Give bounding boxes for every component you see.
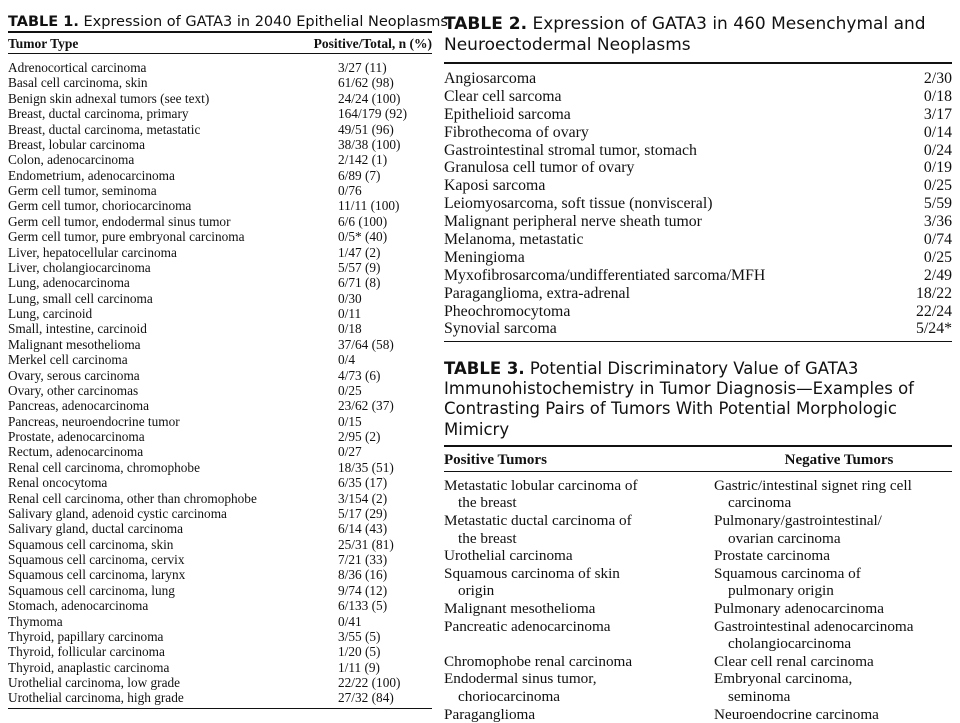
positive-total-cell: 37/64 (58): [338, 336, 394, 352]
table-3-title: [444, 359, 952, 440]
table-row: [8, 383, 432, 398]
positive-tumor-text: Chromophobe renal carcinoma: [444, 652, 633, 670]
positive-tumor-text: Pancreatic adenocarcinoma: [444, 617, 611, 635]
table-row: [444, 159, 952, 177]
table-2-top-rule: [444, 62, 952, 64]
table-row: [8, 352, 432, 367]
negative-tumor-text: seminoma: [728, 687, 791, 705]
positive-tumor-cell: [444, 477, 714, 512]
table-3-label: TABLE 3.: [444, 359, 525, 378]
table-row: [8, 429, 432, 444]
tumor-type-cell: Liver, hepatocellular carcinoma: [8, 244, 177, 260]
table-row: [444, 142, 952, 160]
positive-total-cell: 6/35 (17): [338, 475, 388, 491]
tumor-type-cell: Squamous cell carcinoma, cervix: [8, 552, 185, 567]
tumor-type-cell: Myxofibrosarcoma/undifferentiated sarcoma/MFH: [444, 266, 766, 284]
tumor-type-cell: Leiomyosarcoma, soft tissue (nonvisceral): [444, 195, 713, 213]
table-row: [8, 122, 432, 137]
positive-total-cell: 0/15: [338, 413, 362, 429]
table-row: [444, 547, 952, 565]
tumor-type-cell: Squamous cell carcinoma, lung: [8, 582, 175, 598]
table-row: [8, 229, 432, 244]
positive-total-cell: 2/49: [923, 266, 952, 284]
tumor-type-cell: Pancreas, neuroendocrine tumor: [8, 413, 180, 429]
negative-tumor-text: Embryonal carcinoma,: [714, 670, 853, 688]
table-3-top-rule: [444, 445, 952, 447]
table-1-title: [8, 0, 448, 31]
positive-total-cell: 25/31 (81): [338, 536, 394, 552]
table-row: [8, 644, 432, 659]
negative-tumor-cell: [714, 600, 952, 618]
positive-total-cell: 0/76: [338, 183, 362, 198]
tumor-type-cell: Gastrointestinal stromal tumor, stomach: [444, 141, 697, 159]
table-1-col-positive: Positive/Total, n (%): [313, 36, 432, 51]
table-row: [8, 598, 432, 613]
table-row: [8, 137, 432, 152]
tumor-type-cell: Malignant peripheral nerve sheath tumor: [444, 213, 702, 231]
table-2-bottom-rule: [444, 341, 952, 342]
table-row: [444, 670, 952, 705]
table-row: [8, 368, 432, 383]
table-row: [8, 567, 432, 582]
table-row: [8, 337, 432, 352]
table-3-header: [444, 449, 952, 471]
tumor-type-cell: Clear cell sarcoma: [444, 87, 562, 105]
tumor-type-cell: Renal oncocytoma: [8, 475, 108, 491]
positive-total-cell: 9/74 (12): [338, 582, 388, 598]
positive-total-cell: 6/133 (5): [338, 598, 388, 614]
tumor-type-cell: Ovary, other carcinomas: [8, 382, 139, 398]
negative-tumor-text: Clear cell renal carcinoma: [714, 652, 874, 670]
tumor-type-cell: Breast, lobular carcinoma: [8, 136, 145, 152]
negative-tumor-cell: [714, 512, 952, 547]
tumor-type-cell: Fibrothecoma of ovary: [444, 123, 589, 141]
positive-total-cell: 23/62 (37): [338, 398, 394, 414]
positive-tumor-cell: [444, 670, 714, 705]
negative-tumor-text: Pulmonary adenocarcinoma: [714, 599, 884, 617]
table-1: [8, 0, 448, 709]
positive-total-cell: 1/47 (2): [338, 244, 381, 260]
positive-total-cell: 5/17 (29): [338, 505, 388, 521]
positive-total-cell: 6/14 (43): [338, 521, 388, 537]
tumor-type-cell: Squamous cell carcinoma, larynx: [8, 567, 186, 583]
tumor-type-cell: Ovary, serous carcinoma: [8, 367, 140, 383]
positive-tumor-text: Metastatic lobular carcinoma of: [444, 476, 638, 494]
positive-total-cell: 0/25: [923, 248, 952, 266]
table-row: [444, 70, 952, 88]
table-1-label: TABLE 1.: [8, 14, 79, 30]
tumor-type-cell: Thyroid, follicular carcinoma: [8, 644, 165, 660]
table-3-caption-line4: Mimicry: [444, 419, 510, 439]
positive-total-cell: 38/38 (100): [338, 136, 401, 152]
tumor-type-cell: Lung, carcinoid: [8, 306, 93, 321]
positive-total-cell: 5/24*: [916, 320, 952, 338]
positive-total-cell: 164/179 (92): [338, 106, 408, 122]
positive-tumor-text: origin: [458, 582, 495, 600]
table-row: [8, 414, 432, 429]
tumor-type-cell: Small, intestine, carcinoid: [8, 321, 147, 337]
table-row: [8, 398, 432, 413]
tumor-type-cell: Colon, adenocarcinoma: [8, 152, 135, 168]
table-row: [8, 168, 432, 183]
table-3: [444, 359, 952, 723]
tumor-type-cell: Salivary gland, ductal carcinoma: [8, 521, 184, 537]
table-row: [444, 213, 952, 231]
positive-total-cell: 3/55 (5): [338, 628, 381, 644]
table-row: [8, 60, 432, 75]
positive-tumor-cell: [444, 653, 714, 671]
positive-tumor-cell: [444, 512, 714, 547]
tumor-type-cell: Rectum, adenocarcinoma: [8, 444, 144, 460]
table-row: [444, 600, 952, 618]
positive-total-cell: 6/71 (8): [338, 275, 381, 291]
positive-tumor-text: Urothelial carcinoma: [444, 547, 573, 565]
table-row: [8, 321, 432, 336]
positive-total-cell: 2/142 (1): [338, 152, 388, 168]
positive-tumor-cell: [444, 618, 714, 653]
positive-tumor-cell: [444, 600, 714, 618]
tumor-type-cell: Paraganglioma, extra-adrenal: [444, 284, 630, 302]
table-3-caption-line2: Immunohistochemistry in Tumor Diagnosis—Examples of: [444, 379, 914, 399]
tumor-type-cell: Granulosa cell tumor of ovary: [444, 159, 635, 177]
tumor-type-cell: Renal cell carcinoma, chromophobe: [8, 459, 200, 475]
positive-total-cell: 1/20 (5): [338, 644, 381, 660]
tumor-type-cell: Prostate, adenocarcinoma: [8, 429, 145, 444]
table-row: [444, 706, 952, 723]
tumor-type-cell: Salivary gland, adenoid cystic carcinoma: [8, 505, 227, 521]
positive-total-cell: 22/22 (100): [338, 675, 401, 690]
table-row: [8, 475, 432, 490]
tumor-type-cell: Pancreas, adenocarcinoma: [8, 398, 150, 414]
negative-tumor-cell: [714, 706, 952, 723]
table-2: [444, 14, 952, 342]
table-row: [8, 521, 432, 536]
positive-total-cell: 3/36: [923, 213, 952, 231]
table-row: [8, 275, 432, 290]
table-row: [444, 512, 952, 547]
tumor-type-cell: Malignant mesothelioma: [8, 336, 141, 352]
positive-total-cell: 5/57 (9): [338, 259, 381, 275]
positive-total-cell: 2/95 (2): [338, 429, 381, 444]
table-row: [8, 675, 432, 690]
tumor-type-cell: Adrenocortical carcinoma: [8, 60, 147, 75]
positive-total-cell: 0/14: [923, 123, 952, 141]
positive-total-cell: 22/24: [916, 302, 952, 320]
positive-tumor-text: the breast: [458, 529, 517, 547]
negative-tumor-cell: [714, 547, 952, 565]
table-3-body: [444, 477, 952, 723]
negative-tumor-cell: [714, 565, 952, 600]
table-row: [444, 106, 952, 124]
negative-tumor-text: ovarian carcinoma: [728, 529, 841, 547]
tumor-type-cell: Breast, ductal carcinoma, primary: [8, 106, 189, 122]
table-row: [8, 660, 432, 675]
positive-total-cell: 18/35 (51): [338, 459, 394, 475]
positive-total-cell: 0/18: [923, 87, 952, 105]
table-3-caption-line3: Contrasting Pairs of Tumors With Potential Morphologic: [444, 399, 897, 419]
positive-total-cell: 8/36 (16): [338, 567, 388, 583]
table-row: [444, 285, 952, 303]
positive-tumor-text: Paraganglioma: [444, 705, 536, 723]
table-row: [444, 195, 952, 213]
table-row: [8, 583, 432, 598]
positive-tumor-cell: [444, 706, 714, 723]
positive-total-cell: 0/25: [338, 382, 362, 398]
table-3-caption-line1: Potential Discriminatory Value of GATA3: [529, 359, 859, 378]
table-row: [8, 690, 432, 705]
table-row: [8, 506, 432, 521]
tumor-type-cell: Pheochromocytoma: [444, 302, 571, 320]
table-1-bottom-rule: [8, 708, 432, 709]
table-row: [444, 565, 952, 600]
table-row: [444, 477, 952, 512]
table-row: [8, 152, 432, 167]
table-1-header: [8, 35, 432, 53]
positive-total-cell: 49/51 (96): [338, 121, 394, 137]
positive-total-cell: 0/18: [338, 321, 362, 337]
table-row: [444, 618, 952, 653]
negative-tumor-text: Neuroendocrine carcinoma: [714, 705, 879, 723]
tumor-type-cell: Breast, ductal carcinoma, metastatic: [8, 121, 201, 137]
table-row: [444, 653, 952, 671]
table-row: [8, 460, 432, 475]
negative-tumor-text: Pulmonary/gastrointestinal/: [714, 512, 882, 529]
table-2-caption-line1: Expression of GATA3 in 460 Mesenchymal and: [532, 14, 926, 34]
positive-total-cell: 4/73 (6): [338, 367, 381, 383]
positive-total-cell: 0/11: [338, 306, 362, 321]
positive-total-cell: 5/59: [923, 195, 952, 213]
table-row: [8, 444, 432, 459]
table-row: [444, 249, 952, 267]
tumor-type-cell: Renal cell carcinoma, other than chromophobe: [8, 490, 257, 506]
tumor-type-cell: Melanoma, metastatic: [444, 231, 584, 249]
table-row: [444, 231, 952, 249]
negative-tumor-text: Prostate carcinoma: [714, 547, 830, 565]
table-3-col-negative: Negative Tumors: [784, 451, 894, 468]
positive-total-cell: 0/74: [923, 231, 952, 249]
positive-total-cell: 1/11 (9): [338, 659, 380, 675]
table-row: [444, 320, 952, 338]
table-row: [8, 537, 432, 552]
table-row: [8, 491, 432, 506]
table-row: [8, 214, 432, 229]
table-row: [8, 75, 432, 90]
tumor-type-cell: Synovial sarcoma: [444, 320, 557, 338]
table-row: [8, 183, 432, 198]
positive-total-cell: 3/27 (11): [338, 60, 387, 75]
positive-total-cell: 27/32 (84): [338, 690, 394, 706]
positive-total-cell: 3/154 (2): [338, 490, 388, 506]
positive-total-cell: 24/24 (100): [338, 90, 401, 106]
positive-tumor-cell: [444, 565, 714, 600]
table-2-caption-line2: Neuroectodermal Neoplasms: [444, 35, 691, 55]
tumor-type-cell: Germ cell tumor, pure embryonal carcinoma: [8, 229, 245, 245]
positive-tumor-text: Malignant mesothelioma: [444, 599, 596, 617]
table-1-col-tumor: Tumor Type: [8, 36, 79, 51]
tumor-type-cell: Merkel cell carcinoma: [8, 352, 128, 368]
positive-tumor-text: the breast: [458, 494, 517, 512]
table-row: [8, 260, 432, 275]
positive-total-cell: 0/30: [338, 290, 362, 306]
table-1-top-rule: [8, 31, 432, 33]
positive-total-cell: 0/19: [923, 159, 952, 177]
table-row: [8, 91, 432, 106]
positive-total-cell: 0/25: [923, 177, 952, 195]
positive-tumor-text: choriocarcinoma: [458, 687, 561, 705]
positive-tumor-text: Squamous carcinoma of skin: [444, 564, 620, 582]
table-3-col-positive: Positive Tumors: [444, 451, 547, 468]
tumor-type-cell: Epithelioid sarcoma: [444, 105, 571, 123]
table-row: [8, 291, 432, 306]
negative-tumor-text: Gastric/intestinal signet ring cell: [714, 476, 912, 494]
table-1-caption: Expression of GATA3 in 2040 Epithelial Neoplasms: [83, 14, 448, 30]
negative-tumor-cell: [714, 653, 952, 671]
table-row: [8, 306, 432, 321]
positive-total-cell: 0/24: [923, 141, 952, 159]
tumor-type-cell: Thyroid, papillary carcinoma: [8, 628, 164, 644]
tumor-type-cell: Thymoma: [8, 613, 63, 629]
table-row: [444, 303, 952, 321]
negative-tumor-cell: [714, 477, 952, 512]
tumor-type-cell: Lung, adenocarcinoma: [8, 275, 130, 291]
positive-total-cell: 6/89 (7): [338, 167, 381, 183]
table-row: [8, 245, 432, 260]
table-1-body: [8, 60, 432, 706]
positive-tumor-cell: [444, 547, 714, 565]
table-row: [8, 198, 432, 213]
tumor-type-cell: Liver, cholangiocarcinoma: [8, 259, 151, 275]
table-row: [8, 552, 432, 567]
tumor-type-cell: Basal cell carcinoma, skin: [8, 75, 148, 91]
table-row: [8, 106, 432, 121]
positive-tumor-text: Endodermal sinus tumor,: [444, 670, 597, 688]
positive-total-cell: 3/17: [923, 105, 952, 123]
positive-total-cell: 18/22: [916, 284, 952, 302]
tumor-type-cell: Germ cell tumor, endodermal sinus tumor: [8, 213, 231, 229]
tumor-type-cell: Urothelial carcinoma, low grade: [8, 675, 181, 690]
positive-total-cell: 2/30: [923, 70, 952, 87]
table-row: [8, 629, 432, 644]
tumor-type-cell: Lung, small cell carcinoma: [8, 290, 153, 306]
positive-total-cell: 61/62 (98): [338, 75, 394, 91]
table-row: [444, 88, 952, 106]
positive-tumor-text: Metastatic ductal carcinoma of: [444, 512, 632, 529]
table-1-header-rule: [8, 53, 432, 54]
positive-total-cell: 0/4: [338, 352, 355, 368]
tumor-type-cell: Stomach, adenocarcinoma: [8, 598, 149, 614]
tumor-type-cell: Meningioma: [444, 248, 525, 266]
tumor-type-cell: Benign skin adnexal tumors (see text): [8, 90, 210, 106]
negative-tumor-text: Squamous carcinoma of: [714, 564, 861, 582]
tumor-type-cell: Thyroid, anaplastic carcinoma: [8, 659, 170, 675]
positive-total-cell: 0/41: [338, 613, 362, 629]
negative-tumor-text: carcinoma: [728, 494, 792, 512]
tumor-type-cell: Germ cell tumor, choriocarcinoma: [8, 198, 192, 214]
negative-tumor-text: pulmonary origin: [728, 582, 834, 600]
negative-tumor-text: Gastrointestinal adenocarcinoma: [714, 617, 914, 635]
positive-total-cell: 6/6 (100): [338, 213, 388, 229]
table-3-header-rule: [444, 471, 952, 472]
table-row: [444, 177, 952, 195]
table-row: [444, 124, 952, 142]
tumor-type-cell: Kaposi sarcoma: [444, 177, 546, 195]
tumor-type-cell: Angiosarcoma: [444, 70, 537, 87]
table-2-label: TABLE 2.: [444, 14, 528, 34]
negative-tumor-cell: [714, 618, 952, 653]
table-row: [8, 614, 432, 629]
negative-tumor-cell: [714, 670, 952, 705]
tumor-type-cell: Urothelial carcinoma, high grade: [8, 690, 184, 706]
positive-total-cell: 0/27: [338, 444, 362, 460]
table-row: [444, 267, 952, 285]
tumor-type-cell: Squamous cell carcinoma, skin: [8, 536, 174, 552]
positive-total-cell: 0/5* (40): [338, 229, 388, 245]
positive-total-cell: 11/11 (100): [338, 198, 400, 214]
negative-tumor-text: cholangiocarcinoma: [728, 635, 852, 653]
table-2-body: [444, 70, 952, 338]
tumor-type-cell: Endometrium, adenocarcinoma: [8, 167, 175, 183]
positive-total-cell: 7/21 (33): [338, 552, 388, 567]
table-2-title: [444, 14, 952, 56]
tumor-type-cell: Germ cell tumor, seminoma: [8, 183, 157, 198]
